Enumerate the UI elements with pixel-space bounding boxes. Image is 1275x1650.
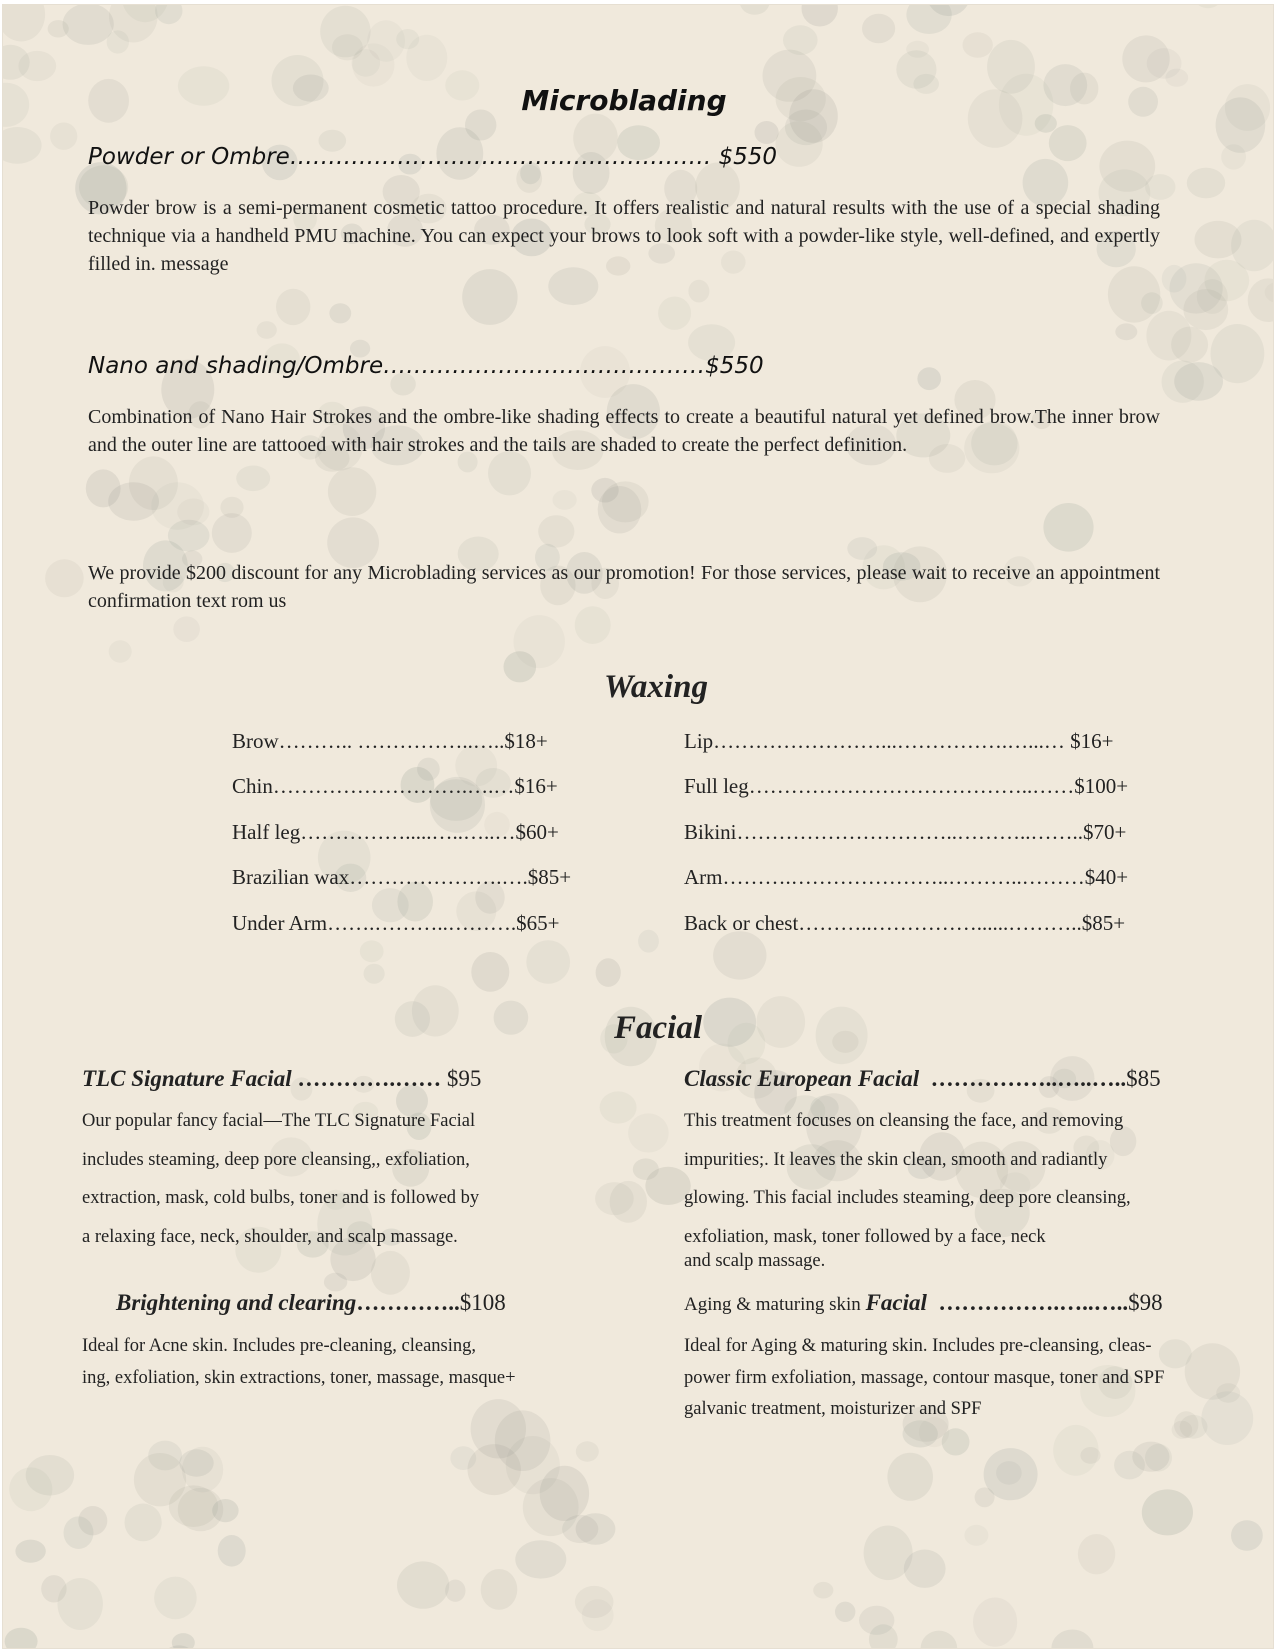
aging-facial-name: Facial	[865, 1290, 927, 1315]
floral-blob	[713, 931, 766, 979]
floral-blob	[576, 1441, 599, 1461]
floral-blob	[1147, 48, 1182, 79]
floral-blob	[964, 1525, 988, 1546]
classic-facial-heading	[684, 1066, 1161, 1092]
floral-blob	[514, 615, 565, 668]
tlc-facial-name: TLC Signature Facial	[82, 1066, 292, 1091]
wax-item-under-arm: Under Arm…….………..……….$65+	[232, 911, 560, 935]
brightening-price: $108	[459, 1290, 506, 1315]
floral-blob	[813, 1582, 833, 1599]
classic-facial-dots: ……………..…..…..	[919, 1066, 1127, 1091]
floral-blob	[172, 1633, 195, 1648]
floral-blob	[3, 5, 45, 42]
floral-blob	[236, 466, 270, 492]
floral-blob	[155, 5, 182, 24]
powder-ombre-description: Powder brow is a semi-permanent cosmetic tattoo procedure. It offers realistic and natural results with the use of a special shading technique via a handheld PMU machine. You can expect your brows to look soft with a powder-like style, well-defined, and expertly filled in. message	[88, 197, 1160, 275]
floral-blob	[1162, 361, 1204, 403]
floral-blob	[553, 490, 577, 510]
wax-item-half-leg: Half leg…………….....…..…..…$60+	[232, 820, 559, 844]
wax-item-full-leg: Full leg…………………………………..……$100+	[684, 774, 1129, 798]
wax-item-lip: Lip……………………...…………….…...… $16+	[684, 729, 1114, 753]
classic-line-5: and scalp massage.	[684, 1251, 826, 1271]
floral-blob	[1115, 323, 1137, 340]
floral-blob	[178, 1488, 223, 1531]
floral-blob	[538, 515, 574, 547]
tlc-facial-dots: ………….……	[291, 1066, 442, 1091]
floral-blob	[755, 121, 779, 144]
tlc-facial-description	[82, 1102, 642, 1256]
brightening-description	[82, 1331, 642, 1394]
floral-blob	[859, 1606, 894, 1635]
floral-blob	[864, 1526, 913, 1581]
brightening-line-2: ing, exfoliation, skin extractions, toner, massage, masque+	[82, 1367, 516, 1388]
floral-blob	[740, 5, 770, 15]
floral-blob	[134, 1453, 186, 1506]
floral-blob	[26, 1455, 74, 1496]
floral-blob	[591, 478, 618, 503]
floral-blob	[364, 964, 385, 984]
tlc-facial-price: $95	[441, 1066, 482, 1091]
floral-blob	[1187, 168, 1225, 199]
tlc-line-4: a relaxing face, neck, shoulder, and scalp massage.	[82, 1226, 458, 1247]
floral-blob	[862, 14, 895, 43]
classic-line-3: glowing. This facial includes steaming, deep pore cleansing,	[684, 1188, 1131, 1208]
floral-blob	[1051, 1630, 1093, 1649]
wax-item-arm: Arm……….…………………..………..………$40+	[684, 865, 1129, 889]
aging-facial-price: $98	[1128, 1290, 1163, 1315]
wax-item-chin: Chin……………………….….…$16+	[232, 774, 558, 798]
nano-shading-heading: Nano and shading/Ombre……………………………………$550	[88, 353, 764, 379]
wax-item-bikini: Bikini…………………………..………..……..$70+	[684, 820, 1127, 844]
floral-blob	[658, 297, 691, 330]
tlc-line-2: includes steaming, deep pore cleansing,, exfoliation,	[82, 1149, 470, 1170]
floral-blob	[887, 1453, 933, 1501]
floral-blob	[638, 930, 659, 953]
classic-line-4: exfoliation, mask, toner followed by a face, neck	[684, 1226, 1046, 1247]
floral-blob	[395, 1001, 430, 1037]
brightening-line-1: Ideal for Acne skin. Includes pre-cleaning, cleansing,	[82, 1336, 477, 1356]
floral-blob	[125, 1504, 162, 1542]
floral-blob	[906, 41, 929, 58]
aging-facial-description	[684, 1331, 1244, 1426]
floral-blob	[802, 5, 838, 27]
floral-blob	[154, 1577, 197, 1620]
classic-facial-name: Classic European Facial	[684, 1066, 920, 1091]
floral-blob	[1078, 1534, 1115, 1574]
floral-blob	[3, 127, 42, 164]
floral-blob	[218, 1535, 246, 1567]
floral-blob	[182, 1447, 223, 1493]
brightening-heading	[116, 1290, 506, 1316]
floral-blob	[78, 1506, 107, 1535]
floral-blob	[1142, 1489, 1193, 1535]
floral-blob	[320, 6, 370, 58]
floral-blob	[173, 616, 200, 642]
brightening-dots: …………..	[356, 1290, 460, 1315]
floral-blob	[360, 940, 384, 962]
floral-blob	[783, 25, 818, 55]
floral-blob	[1171, 327, 1208, 363]
floral-blob	[835, 1602, 855, 1622]
aging-facial-prefix: Aging & maturing skin	[684, 1294, 866, 1315]
floral-blob	[1043, 503, 1093, 552]
tlc-line-3: extraction, mask, cold bulbs, toner and is followed by	[82, 1188, 480, 1208]
floral-blob	[371, 1251, 410, 1295]
floral-blob	[906, 5, 951, 34]
aging-facial-heading	[684, 1290, 1163, 1316]
aging-line-3: galvanic treatment, moisturizer and SPF	[684, 1399, 982, 1419]
classic-facial-description	[684, 1102, 1244, 1256]
floral-blob	[688, 280, 709, 303]
floral-blob	[996, 1461, 1022, 1485]
floral-blob	[1162, 265, 1187, 293]
floral-blob	[471, 952, 509, 992]
floral-blob	[506, 1436, 560, 1494]
classic-line-1: This treatment focuses on cleansing the face, and removing	[684, 1111, 1124, 1131]
floral-blob	[1049, 125, 1087, 161]
floral-blob	[168, 520, 210, 552]
floral-blob	[526, 940, 570, 984]
wax-item-brow: Brow……….. ……………..…..$18+	[232, 729, 548, 753]
floral-blob	[1114, 1451, 1145, 1480]
floral-blob	[63, 5, 114, 45]
microblading-title: Microblading	[521, 84, 727, 117]
brightening-name: Brightening and clearing	[116, 1290, 357, 1315]
floral-blob	[212, 513, 252, 553]
floral-blob	[1192, 5, 1225, 8]
aging-line-1: Ideal for Aging & maturing skin. Includes pre-cleansing, cleas-	[684, 1336, 1152, 1356]
floral-blob	[329, 303, 351, 323]
floral-blob	[276, 289, 310, 325]
floral-blob	[494, 1001, 529, 1035]
classic-line-2: impurities;. It leaves the skin clean, smooth and radiantly	[684, 1149, 1108, 1170]
floral-blob	[450, 1446, 476, 1470]
floral-blob	[86, 469, 121, 507]
floral-blob	[1141, 292, 1163, 314]
floral-blob	[973, 1598, 1017, 1647]
floral-blob	[1053, 1425, 1098, 1476]
classic-facial-price: $85	[1126, 1066, 1161, 1091]
floral-blob	[582, 1599, 614, 1631]
floral-blob	[515, 1540, 566, 1578]
floral-blob	[397, 1561, 449, 1608]
floral-blob	[41, 1575, 66, 1602]
facial-title: Facial	[614, 1010, 702, 1046]
promotion-text: We provide $200 discount for any Microblading services as our promotion! For those services, please wait to receive an appointment confirmation text rom us	[88, 562, 1160, 612]
floral-blob	[396, 29, 419, 49]
floral-blob	[257, 321, 277, 339]
tlc-line-1: Our popular fancy facial—The TLC Signature Facial	[82, 1111, 476, 1131]
floral-blob	[1231, 1520, 1263, 1551]
floral-blob	[15, 1540, 45, 1563]
floral-blob	[816, 1007, 868, 1065]
floral-blob	[921, 1631, 958, 1648]
floral-blob	[917, 367, 941, 390]
floral-blob	[596, 958, 621, 987]
aging-facial-dots: …………….…..…..	[926, 1290, 1129, 1315]
nano-shading-description: Combination of Nano Hair Strokes and the ombre-like shading effects to create a beautiful natural yet defined brow.The inner brow and the outer line are tattooed with hair strokes and the tails are shaded to create the perfect definition.	[88, 406, 1160, 456]
tlc-facial-heading	[82, 1066, 481, 1092]
floral-blob	[1211, 324, 1265, 383]
floral-blob	[963, 32, 993, 57]
waxing-title: Waxing	[604, 669, 708, 705]
floral-blob	[481, 1569, 518, 1610]
floral-blob	[5, 1628, 38, 1648]
floral-blob	[1099, 141, 1155, 192]
powder-ombre-heading: Powder or Ombre………………………………………………. $550	[88, 144, 777, 170]
floral-blob	[45, 559, 84, 597]
floral-blob	[576, 1513, 616, 1545]
floral-blob	[109, 640, 132, 662]
floral-blob	[328, 467, 376, 516]
aging-line-2: power firm exfoliation, massage, contour masque, toner and SPF	[684, 1367, 1165, 1388]
floral-blob	[50, 123, 77, 150]
wax-item-back-chest: Back or chest………..……………......………..$85+	[684, 911, 1126, 935]
floral-blob	[1248, 278, 1273, 322]
wax-item-brazilian: Brazilian wax………………….….$85+	[232, 865, 572, 889]
